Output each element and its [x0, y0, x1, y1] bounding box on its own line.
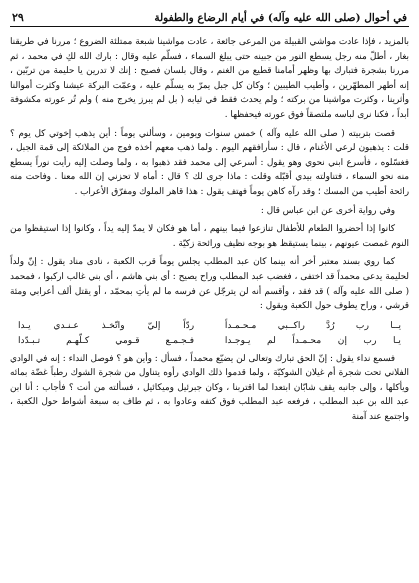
paragraph: كانوا إذا أحضروا الطعام للأطفال تنازعوا فيما بينهم ، أما هو فكان لا يمدّ إليه يداً ، وكانوا إذا استيقظوا من النوم غمصت عيونهم ، بينما يستيقظ هو بوجه نظيف ورائحة زكيّة . — [10, 224, 409, 249]
verse-hemistich: فـجـمـع قـومي كـلّهـم تـبـدّدا — [18, 334, 195, 346]
verse-hemistich: يـا رب إن محـمـداً لم يـوجـدا — [224, 334, 401, 346]
body-text — [10, 35, 409, 425]
poem-verses — [18, 318, 401, 348]
book-page — [10, 6, 409, 578]
page-number: ٢٩ — [12, 11, 24, 24]
paragraph: وفي رواية أخرى عن ابن عباس قال : — [260, 205, 395, 216]
verse-hemistich: ردّاً إليّ واتّخـذ عـنـدي يـدا — [18, 319, 195, 331]
paragraph: قصت بتربيته ( صلى الله عليه وآله ) خمس سنوات ويومين ، وسألني يوماً : أين يذهب إخوتي كل يوم ؟ قلت : يذهبون لرعي الأغنام ، قال : سأرافقهم اليوم . ولما ذهب معهم أخذه فوج من الملائكة إلى قمة الجبل ، فغسّلوه ، فأسرع ابني نحوي وهو يقول : أسرعي إلى محمد فقد ذهبوا به ، ولما وصلت إليه رأيت نوراً يسطع منه نحو السماء ، فتناولته بيدي أقبّله وقلت : ماذا جرى لك ؟ قال : أماه لا تحزني إن الله معنا . وفاحت منه رائحة أطيب من المسك ؛ وقد رآه كاهن يوماً فهتف يقول : هذا قاهر الملوك ومفرّق الأعراب . — [10, 128, 409, 197]
verse-hemistich: يــا رب رُدَّ راكــبي مـحـمـداً — [224, 319, 401, 331]
running-header — [10, 6, 409, 27]
verse-line — [18, 333, 401, 348]
paragraph: بالمزيد ، فإذا عادت مواشي القبيلة من المرعى جائعة ، عادت مواشينا شبعة ممتلئة الضروع ؛ مررنا في طريقنا بغار ، أطلّ منه رجل يسطع النور من جبينه حتى يبلغ السماء ، فسلّم عليه وقال : بارك الله لكِ في محمد ، ثم مررنا بشجرة فتبارك بها وظهر أمامنا قطيع من الغنم ، وقال بلسان فصيح : إنك لا تدرين يا حليمة من تربّين ، إنه أطهر المطهّرين ، وأطيب الطيبين ؛ وكان كل جبل يمرّ به يسلّم عليه ، وعمّت البركة عيشنا وكثرت أموالنا وأثرينا ، وكثرت مواشينا من بركته ؛ ولم يحدث فقط في ثيابه ( بل لم يبرز يخرج منه ) ولم تُر عورته مكشوفة أبداً ، فكنا نرى لباسه ملتصقاً فوق عورته فيحفظها . — [10, 37, 409, 120]
paragraph: فسمع نداء يقول : إنّ الحق تبارك وتعالى لن يضيّع محمداً ، فسأل : وأين هو ؟ فوصل النداء : إنه في الوادي الفلاني تحت شجرة أم غيلان الشوكيّة ، ولما قدموا ذلك الوادي رأوه يتناول من شجرة الشوك رطباً غضّة بمائه ويأكلها ، وإلى جانبه يقف شابّان ابتعدا لما اقتربنا ، وكان جبرئيل وميكائيل ، فسألته من أنت ؟ فأجاب : أنا ابن عبد الله بن عبد المطلب ، فرفعه عبد المطلب فوق كتفه وعادوا به ، ثم طاف به سبعة أشواط حول الكعبة ، واجتمع عند آمنة — [10, 353, 409, 423]
paragraph: كما روي بسند معتبر أخر أنه بينما كان عبد المطلب يجلس يوماً قرب الكعبة ، نادى مناد يقول : إنّ ولداً لحليمة يدعى محمداً قد اختفى ، فغضب عبد المطلب وراح يصيح : أي بني هاشم ، أي بني غالب اركبوا ، فمحمد ( صلى الله عليه وآله ) قد فقد ، وأقسم أنه لن يترجّل عن فرسه ما لم يأتِ بمحمّد ، أو يقتل ألف أعرابي ومئة قرشي ، وراح يطوف حول الكعبة ويقول : — [10, 257, 409, 312]
chapter-title: في أحوال (صلى الله عليه وآله) في أيام الرضاع والطفولة — [154, 12, 407, 24]
verse-line — [18, 318, 401, 333]
